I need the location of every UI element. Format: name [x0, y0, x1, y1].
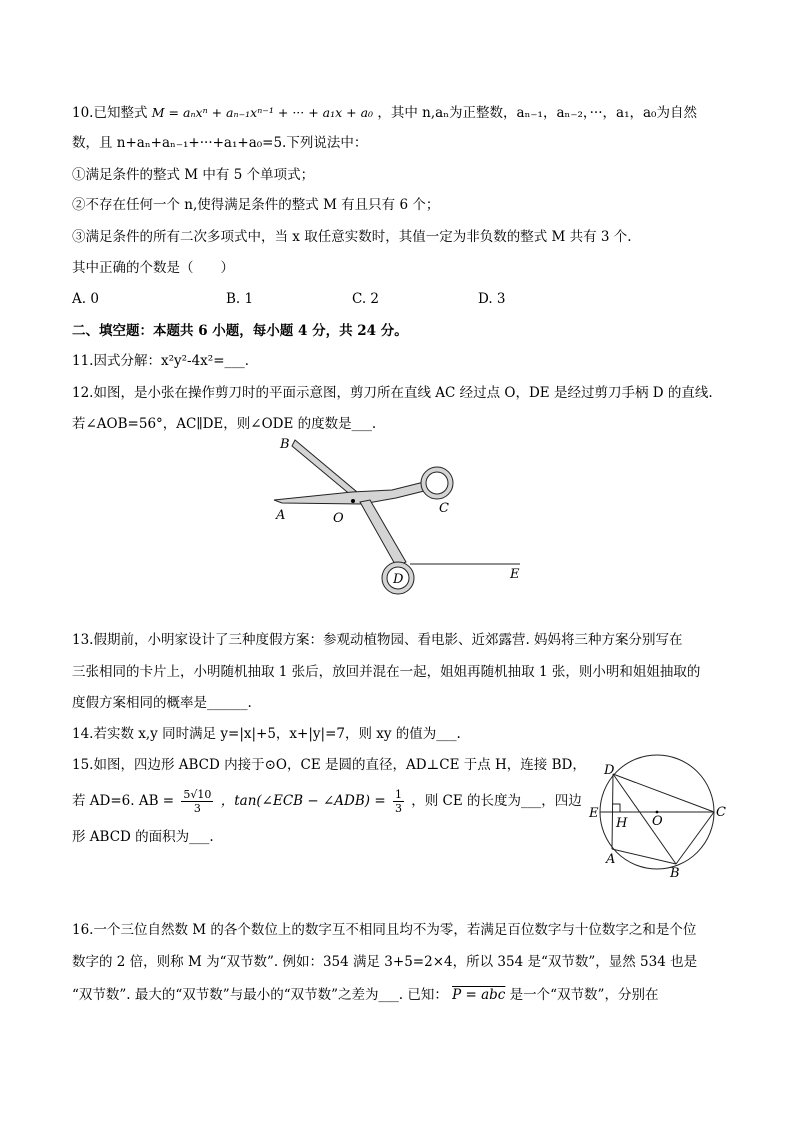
- label-e: E: [510, 567, 520, 582]
- q16-line2: 数字的 2 倍，则称 M 为“双节数”. 例如：354 满足 3+5=2×4，所以 354 是“双节数”，显然 534 也是: [72, 954, 698, 970]
- circle-figure: [584, 752, 730, 882]
- q10-option-c: C. 2: [352, 291, 380, 307]
- fraction-tan-numerator: 1: [394, 788, 402, 801]
- q15-tan-expression: ，tan(∠ECB − ∠ADB) =: [220, 793, 386, 809]
- label-h: H: [616, 816, 628, 831]
- lower-blade: [274, 482, 428, 504]
- chord-dc: [613, 774, 714, 812]
- label-e: E: [589, 806, 599, 821]
- q10-statement-2: ②不存在任何一个 n,使得满足条件的整式 M 有且只有 6 个；: [72, 197, 440, 213]
- label-d: D: [604, 763, 615, 778]
- label-a: A: [606, 852, 616, 867]
- label-a: A: [276, 508, 286, 523]
- q10-option-a: A. 0: [72, 291, 99, 307]
- section-2-heading: 二、填空题：本题共 6 小题，每小题 4 分，共 24 分。: [72, 323, 408, 339]
- q15-line3: 形 ABCD 的面积为___.: [72, 829, 214, 845]
- pivot-point: [351, 499, 355, 503]
- q16-line1: 16.一个三位自然数 M 的各个数位上的数字互不相同且均不为零，若满足百位数字与十位数字之和是个位: [72, 922, 697, 938]
- label-c: C: [716, 805, 726, 820]
- q10-statement-1: ①满足条件的整式 M 中有 5 个单项式；: [72, 167, 315, 183]
- label-b: B: [280, 437, 290, 452]
- chord-cb: [676, 812, 714, 864]
- q10-ask: 其中正确的个数是（ ）: [72, 260, 234, 276]
- label-o: O: [333, 511, 344, 526]
- fraction-tan: [393, 788, 404, 815]
- fraction-ab-numerator: 5√10: [183, 788, 212, 801]
- q16-line3-prefix: “双节数”. 最大的“双节数”与最小的“双节数”之差为___. 已知：: [72, 987, 448, 1003]
- q10-line1-rest: ，其中 n,aₙ为正整数，aₙ₋₁，aₙ₋₂，···，a₁，a₀为自然: [377, 105, 697, 121]
- q13-line1: 13.假期前，小明家设计了三种度假方案：参观动植物园、看电影、近郊露营. 妈妈将三种方案分别写在: [72, 632, 683, 648]
- chord-ad: [612, 774, 613, 849]
- q16-line3-rest: 是一个“双节数”，分别在: [509, 987, 659, 1003]
- q10-option-d: D. 3: [478, 291, 506, 307]
- fraction-ab-denominator: 3: [193, 802, 201, 815]
- q15-line2: [72, 788, 582, 815]
- scissors-figure: [262, 430, 542, 600]
- right-angle-mark: [612, 804, 620, 812]
- q13-line3: 度假方案相同的概率是______.: [72, 695, 252, 711]
- q15-line1: 15.如图，四边形 ABCD 内接于⊙O，CE 是圆的直径，AD⊥CE 于点 H，连接 BD，: [72, 757, 586, 773]
- label-d: D: [393, 572, 404, 587]
- q10-option-b: B. 1: [226, 291, 254, 307]
- q16-line3: [72, 986, 658, 1004]
- q15-line2-rest: ，则 CE 的长度为___，四边: [411, 793, 582, 809]
- q10-statement-3: ③满足条件的所有二次多项式中，当 x 取任意实数时，其值一定为非负数的整式 M 共有 3 个.: [72, 229, 632, 245]
- q12-line1: 12.如图，是小张在操作剪刀时的平面示意图，剪刀所在直线 AC 经过点 O，DE 是经过剪刀手柄 D 的直线.: [72, 385, 713, 401]
- q10-prefix: 10.已知整式: [72, 105, 148, 121]
- shank-od: [360, 500, 406, 566]
- q10-line2: 数，且 n+aₙ+aₙ₋₁+···+a₁+a₀=5.下列说法中：: [72, 135, 368, 151]
- q15-line2-prefix: 若 AD=6. AB =: [72, 793, 175, 809]
- q12-line2: 若∠AOB=56°，AC∥DE，则∠ODE 的度数是___.: [72, 416, 377, 432]
- label-b: B: [670, 866, 680, 881]
- q10-formula: M = aₙxⁿ + aₙ₋₁xⁿ⁻¹ + ··· + a₁x + a₀: [151, 105, 374, 120]
- q16-formula: P = abc: [452, 987, 506, 1003]
- q10-line1: [72, 104, 697, 122]
- q11: 11.因式分解：x²y²-4x²=___．: [72, 353, 259, 369]
- label-o: O: [652, 814, 663, 829]
- q14: 14.若实数 x,y 同时满足 y=|x|+5，x+|y|=7，则 xy 的值为___.: [72, 726, 461, 742]
- label-c: C: [439, 501, 449, 516]
- fraction-tan-denominator: 3: [394, 802, 402, 815]
- q13-line2: 三张相同的卡片上，小明随机抽取 1 张后，放回并混在一起，姐姐再随机抽取 1 张，则小明和姐姐抽取的: [72, 664, 701, 680]
- fraction-ab: [181, 788, 213, 815]
